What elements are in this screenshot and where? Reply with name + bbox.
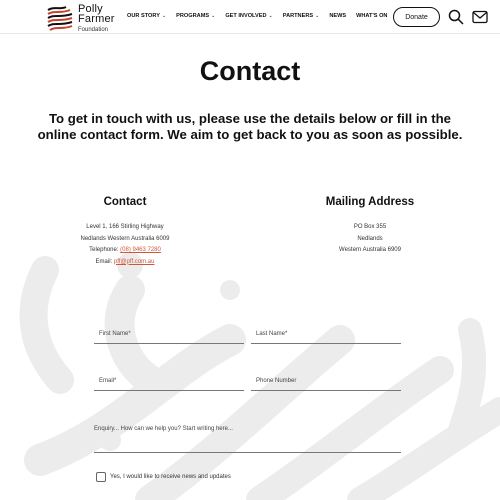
chevron-down-icon: ⌄ <box>268 13 273 19</box>
last-name-placeholder: Last Name* <box>256 331 288 337</box>
nav-item-get-involved[interactable] <box>225 13 272 19</box>
email-label: Email: <box>95 258 113 265</box>
nav-item-whats-on[interactable] <box>356 13 387 19</box>
nav-label: GET INVOLVED <box>225 13 267 19</box>
email-field[interactable] <box>94 371 244 391</box>
last-name-field[interactable] <box>251 324 401 344</box>
phone-number-placeholder: Phone Number <box>256 378 297 384</box>
mail-icon[interactable] <box>472 10 488 24</box>
chevron-down-icon: ⌄ <box>161 13 167 19</box>
newsletter-checkbox[interactable] <box>96 472 106 482</box>
enquiry-textarea[interactable] <box>94 419 401 453</box>
main-content <box>0 34 500 500</box>
contact-address-line-2: Nedlands Western Australia 6009 <box>80 235 170 242</box>
intro-text: To get in touch with us, please use the details below or fill in the online contact form. We aim to get back to you as soon as possible. <box>37 111 463 142</box>
nav-item-partners[interactable] <box>283 13 320 19</box>
nav-label: NEWS <box>329 13 347 19</box>
first-name-placeholder: First Name* <box>99 331 131 337</box>
mailing-details <box>295 222 445 257</box>
page-title: Contact <box>199 56 301 86</box>
chevron-down-icon: ⌄ <box>315 13 320 19</box>
newsletter-label: Yes, I would like to receive news and updates <box>110 474 231 480</box>
contact-address-line-1: Level 1, 166 Stirling Highway <box>86 224 164 230</box>
telephone-label: Telephone: <box>89 247 119 253</box>
mailing-line-1: PO Box 355 <box>353 224 387 230</box>
nav-item-our-story[interactable] <box>127 13 166 19</box>
donate-button[interactable]: Donate <box>393 7 440 27</box>
logo-icon[interactable] <box>46 4 74 32</box>
mailing-line-3: Western Australia 6909 <box>339 247 401 253</box>
site-header <box>0 0 500 34</box>
nav-label: PARTNERS <box>282 13 314 19</box>
newsletter-opt-in <box>96 472 231 482</box>
nav-item-news[interactable] <box>329 13 346 19</box>
enquiry-placeholder: Enquiry... How can we help you? Start writing here... <box>94 426 233 432</box>
nav-item-programs[interactable] <box>176 13 215 19</box>
mailing-line-2: Nedlands <box>357 235 383 242</box>
contact-details <box>50 222 200 268</box>
contact-telephone <box>50 245 200 257</box>
logo-wordmark[interactable] <box>78 4 115 35</box>
search-icon[interactable] <box>448 9 464 25</box>
nav-label: WHAT'S ON <box>356 13 388 19</box>
mailing-address-heading: Mailing Address <box>325 196 415 208</box>
chevron-down-icon: ⌄ <box>211 13 216 19</box>
email-placeholder: Email* <box>99 378 117 384</box>
phone-number-field[interactable] <box>251 371 401 391</box>
first-name-field[interactable] <box>94 324 244 344</box>
main-nav <box>127 13 397 19</box>
logo-line-3: Foundation <box>78 27 109 33</box>
telephone-link[interactable]: (08) 9463 7280 <box>120 247 161 253</box>
logo-line-2: Farmer <box>78 13 115 25</box>
logo-line-1: Polly <box>78 3 103 15</box>
nav-label: PROGRAMS <box>176 13 210 19</box>
email-link[interactable]: pff@pff.com.au <box>113 258 155 265</box>
contact-heading: Contact <box>103 196 147 208</box>
nav-label: OUR STORY <box>127 13 160 19</box>
contact-email <box>50 257 200 269</box>
